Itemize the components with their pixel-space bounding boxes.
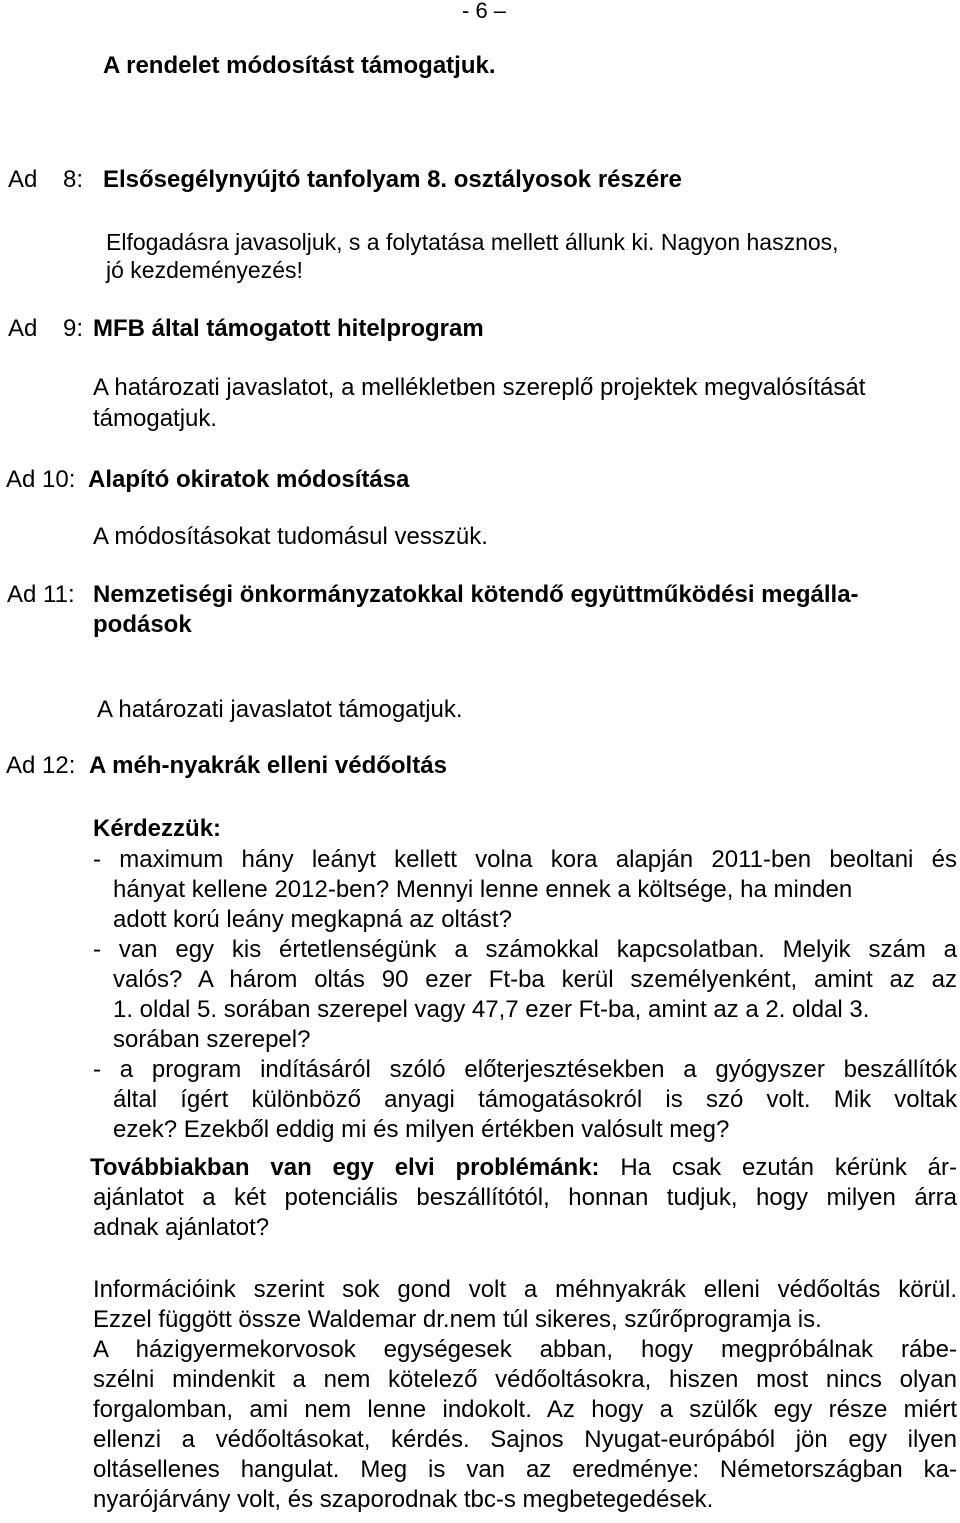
principle-label: Továbbiakban van egy elvi problémánk: <box>90 1154 600 1181</box>
item-9-prefix: Ad <box>8 315 38 342</box>
item-8-body-line-1: Elfogadásra javasoljuk, s a folytatása mellett állunk ki. Nagyon hasznos, <box>106 229 839 255</box>
principle-text-1: Ha csak ezután kérünk ár- <box>599 1154 957 1181</box>
question-3-line-3: ezek? Ezekből eddig mi és milyen értékben valósult meg? <box>113 1116 730 1143</box>
info-line-4: szélni mindenkit a nem kötelező védőoltásokra, hiszen most nincs olyan <box>93 1366 957 1393</box>
principle-paragraph <box>90 1153 957 1243</box>
question-2-line-3: 1. oldal 5. sorában szerepel vagy 47,7 ezer Ft-ba, amint az a 2. oldal 3. <box>113 996 870 1023</box>
item-10-prefix: Ad 10: <box>6 466 76 493</box>
question-2-line-2: valós? A három oltás 90 ezer Ft-ba kerül személyenként, amint az az <box>113 966 957 993</box>
questions-list <box>93 845 957 1145</box>
principle-line-1 <box>90 1153 957 1183</box>
info-line-8: nyarójárvány volt, és szaporodnak tbc-s megbetegedések. <box>93 1486 714 1513</box>
item-8-title: Elsősegélynyújtó tanfolyam 8. osztályosok részére <box>103 166 682 193</box>
info-line-5: forgalomban, ami nem lenne indokolt. Az hogy a szülők egy része miért <box>93 1396 957 1423</box>
item-10-title: Alapító okiratok módosítása <box>88 466 410 493</box>
info-line-2: Ezzel függött össze Waldemar dr.nem túl sikeres, szűrőprogramja is. <box>93 1306 822 1333</box>
intro-statement: A rendelet módosítást támogatjuk. <box>103 52 496 79</box>
item-9-body-line-2: támogatjuk. <box>93 405 218 432</box>
item-9-title: MFB által támogatott hitelprogram <box>93 315 484 342</box>
item-10-body: A módosításokat tudomásul vesszük. <box>93 523 488 550</box>
item-8-number: 8: <box>63 166 84 193</box>
principle-line-2: ajánlatot a két potenciális beszállítótól, honnan tudjuk, hogy milyen árra <box>93 1184 957 1211</box>
question-1-line-3: adott korú leány megkapná az oltást? <box>113 906 512 933</box>
item-11-body: A határozati javaslatot támogatjuk. <box>97 696 463 723</box>
info-line-3: A házigyermekorvosok egységesek abban, hogy megpróbálnak rábe- <box>93 1336 957 1363</box>
item-12-prefix: Ad 12: <box>6 752 76 779</box>
question-3-line-1: - a program indításáról szóló előterjesztésekben a gyógyszer beszállítók <box>93 1056 957 1083</box>
item-12-title: A méh-nyakrák elleni védőoltás <box>89 752 447 779</box>
info-line-7: oltásellenes hangulat. Meg is van az eredménye: Németországban ka- <box>93 1456 957 1483</box>
question-1-line-1: - maximum hány leányt kellett volna kora alapján 2011-ben beoltani és <box>93 846 957 873</box>
question-3-line-2: által ígért különböző anyagi támogatásokról is szó volt. Mik voltak <box>113 1086 957 1113</box>
info-line-1: Információink szerint sok gond volt a méhnyakrák elleni védőoltás körül. <box>93 1276 957 1303</box>
item-9-body-line-1: A határozati javaslatot, a mellékletben szereplő projektek megvalósítását <box>93 374 866 401</box>
info-paragraph <box>93 1275 957 1515</box>
item-8-body-line-2: jó kezdeményezés! <box>106 257 303 283</box>
question-heading: Kérdezzük: <box>93 815 222 842</box>
info-line-6: ellenzi a védőoltásokat, kérdés. Sajnos Nyugat-európából jön egy ilyen <box>93 1426 957 1453</box>
question-1-line-2: hányat kellene 2012-ben? Mennyi lenne ennek a költsége, ha minden <box>113 876 853 903</box>
item-9-number: 9: <box>63 315 84 342</box>
question-2-line-4: sorában szerepel? <box>113 1026 311 1053</box>
item-8-prefix: Ad <box>8 166 38 193</box>
item-11-title-line-2: podások <box>93 611 192 638</box>
item-11-title-line-1: Nemzetiségi önkormányzatokkal kötendő együttműködési megálla- <box>93 581 859 608</box>
page-number: - 6 – <box>462 0 507 23</box>
question-2-line-1: - van egy kis értetlenségünk a számokkal kapcsolatban. Melyik szám a <box>93 936 957 963</box>
item-11-prefix: Ad 11: <box>7 581 75 608</box>
principle-line-3: adnak ajánlatot? <box>93 1214 270 1241</box>
